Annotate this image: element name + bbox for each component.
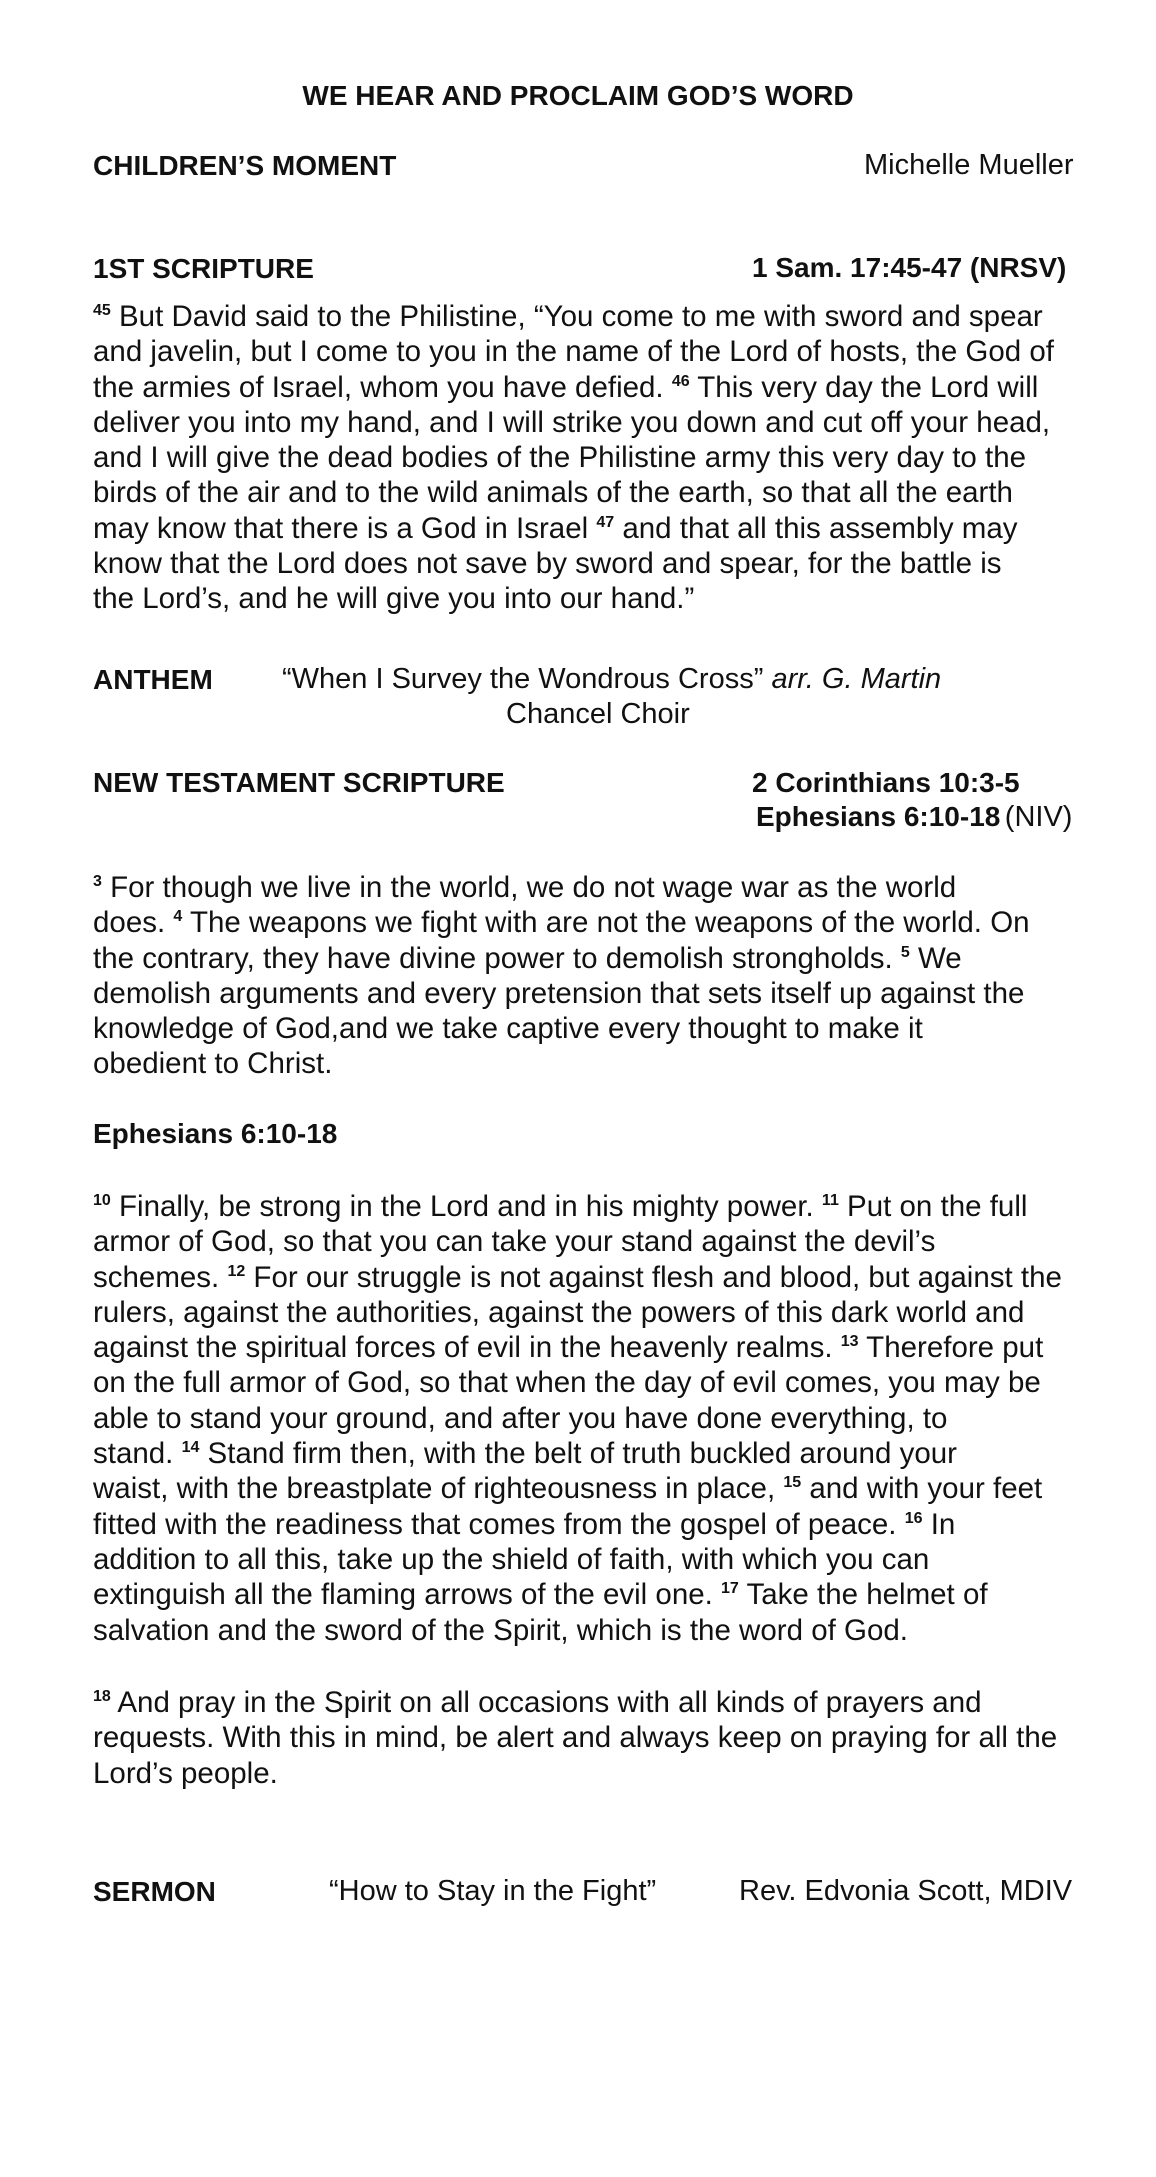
verse-text: extinguish all the flaming arrows of the evil one. bbox=[93, 1578, 722, 1612]
scripture-line bbox=[93, 905, 1103, 940]
verse-text: the armies of Israel, whom you have defied. bbox=[93, 370, 672, 404]
verse-text: and javelin, but I come to you in the name of the Lord of hosts, the God of bbox=[93, 335, 1054, 369]
section-title: WE HEAR AND PROCLAIM GOD’S WORD bbox=[302, 80, 854, 111]
verse-number: 12 bbox=[227, 1262, 246, 1280]
verse-text: requests. With this in mind, be alert and always keep on praying for all the bbox=[93, 1721, 1058, 1755]
scripture-line bbox=[93, 941, 1103, 976]
verse-text: salvation and the sword of the Spirit, which is the word of God. bbox=[93, 1613, 908, 1647]
verse-text: on the full armor of God, so that when the day of evil comes, you may be bbox=[93, 1366, 1041, 1400]
scripture-line bbox=[93, 511, 1103, 546]
scripture-line bbox=[93, 1577, 1103, 1612]
verse-text: Take the helmet of bbox=[738, 1578, 988, 1612]
scripture-line bbox=[93, 546, 1103, 581]
verse-number: 14 bbox=[181, 1439, 200, 1457]
verse-text: and that all this assembly may bbox=[614, 511, 1018, 545]
verse-text: does. bbox=[93, 906, 174, 940]
verse-text: know that the Lord does not save by sword and spear, for the battle is bbox=[93, 547, 1002, 581]
verse-text: Therefore put bbox=[858, 1331, 1044, 1365]
verse-number: 18 bbox=[93, 1688, 111, 1705]
ephesians-text bbox=[93, 1189, 1103, 1648]
scripture-line bbox=[93, 334, 1103, 369]
verse-number: 46 bbox=[671, 372, 690, 390]
verse-text: For though we live in the world, we do not wage war as the world bbox=[101, 871, 957, 904]
nt-scripture-text bbox=[93, 870, 1103, 1082]
verse-text: fitted with the readiness that comes from the gospel of peace. bbox=[93, 1507, 905, 1541]
scripture-line bbox=[93, 1046, 1103, 1081]
verse-number: 45 bbox=[93, 302, 111, 319]
sermon-preacher: Rev. Edvonia Scott, MDIV bbox=[739, 1875, 1073, 1907]
verse-text: the Lord’s, and he will give you into our hand.” bbox=[93, 582, 695, 616]
scripture-line bbox=[93, 440, 1103, 475]
verse-text: For our struggle is not against flesh and blood, but against the bbox=[245, 1260, 1062, 1294]
verse-text: demolish arguments and every pretension that sets itself up against the bbox=[93, 976, 1025, 1010]
anthem-arranger: arr. G. Martin bbox=[771, 663, 942, 695]
verse-number: 15 bbox=[783, 1474, 802, 1492]
nt-scripture-label: NEW TESTAMENT SCRIPTURE bbox=[93, 767, 505, 798]
scripture-line bbox=[93, 1401, 1103, 1436]
verse-number: 11 bbox=[821, 1192, 839, 1209]
verse-number: 5 bbox=[900, 943, 910, 961]
ephesians-heading: Ephesians 6:10-18 bbox=[93, 1118, 338, 1149]
scripture-line bbox=[93, 1471, 1103, 1506]
scripture-line bbox=[93, 1365, 1103, 1400]
nt-reference-line bbox=[756, 801, 1072, 834]
verse-text: able to stand your ground, and after you have done everything, to bbox=[93, 1401, 948, 1435]
scripture-line bbox=[93, 870, 1103, 905]
verse-text: and I will give the dead bodies of the Philistine army this very day to the bbox=[93, 441, 1027, 475]
scripture-line bbox=[93, 299, 1103, 334]
verse-text: birds of the air and to the wild animals of the earth, so that all the earth bbox=[93, 476, 1013, 510]
scripture-line bbox=[93, 1542, 1103, 1577]
verse-text: Stand firm then, with the belt of truth buckled around your bbox=[199, 1437, 957, 1471]
verse-text: addition to all this, take up the shield of faith, with which you can bbox=[93, 1542, 930, 1576]
anthem-performer: Chancel Choir bbox=[506, 698, 690, 730]
sermon-label: SERMON bbox=[93, 1876, 216, 1907]
verse-text: may know that there is a God in Israel bbox=[93, 511, 597, 545]
scripture-line bbox=[93, 581, 1103, 616]
verse-number: 47 bbox=[596, 513, 615, 531]
scripture-line bbox=[93, 1224, 1103, 1259]
verse-number: 3 bbox=[93, 873, 102, 890]
anthem-title: “When I Survey the Wondrous Cross” bbox=[282, 663, 764, 695]
anthem-label: ANTHEM bbox=[93, 664, 213, 695]
scripture-line bbox=[93, 1613, 1103, 1648]
verse-text: We bbox=[909, 941, 962, 975]
verse-text: waist, with the breastplate of righteousness in place, bbox=[93, 1472, 784, 1506]
nt-reference-ephesians: Ephesians 6:10-18 bbox=[756, 801, 1001, 832]
scripture-line bbox=[93, 1507, 1103, 1542]
verse-text: This very day the Lord will bbox=[689, 370, 1039, 404]
scripture-line bbox=[93, 475, 1103, 510]
verse-text: against the spiritual forces of evil in the heavenly realms. bbox=[93, 1331, 841, 1365]
verse-text: Put on the full bbox=[838, 1190, 1028, 1223]
first-scripture-reference: 1 Sam. 17:45-47 (NRSV) bbox=[752, 252, 1067, 283]
scripture-line bbox=[93, 1260, 1103, 1295]
first-scripture-label: 1ST SCRIPTURE bbox=[93, 253, 314, 284]
childrens-moment-label: CHILDREN’S MOMENT bbox=[93, 150, 397, 181]
nt-version: (NIV) bbox=[1004, 801, 1073, 833]
first-scripture-text bbox=[93, 299, 1103, 617]
scripture-line bbox=[93, 1685, 1103, 1720]
verse-number: 13 bbox=[840, 1333, 859, 1351]
scripture-line bbox=[93, 405, 1103, 440]
verse-text: rulers, against the authorities, against the powers of this dark world and bbox=[93, 1295, 1025, 1329]
scripture-line bbox=[93, 1756, 1103, 1791]
anthem-line bbox=[282, 663, 941, 696]
scripture-line bbox=[93, 1436, 1103, 1471]
verse-text: But David said to the Philistine, “You come to me with sword and spear bbox=[110, 300, 1043, 333]
verse-text: armor of God, so that you can take your stand against the devil’s bbox=[93, 1225, 936, 1259]
verse-number: 17 bbox=[721, 1580, 739, 1598]
verse-text: stand. bbox=[93, 1437, 182, 1471]
verse-number: 4 bbox=[173, 908, 183, 926]
verse-text: knowledge of God,and we take captive every thought to make it bbox=[93, 1012, 923, 1046]
nt-reference-corinthians: 2 Corinthians 10:3-5 bbox=[752, 767, 1020, 798]
scripture-line bbox=[93, 976, 1103, 1011]
verse-text: obedient to Christ. bbox=[93, 1047, 333, 1081]
scripture-line bbox=[93, 1330, 1103, 1365]
verse-text: the contrary, they have divine power to demolish strongholds. bbox=[93, 941, 901, 975]
scripture-line bbox=[93, 1011, 1103, 1046]
childrens-moment-leader: Michelle Mueller bbox=[864, 149, 1074, 181]
verse-text: schemes. bbox=[93, 1260, 228, 1294]
ephesians-text-verse-18 bbox=[93, 1685, 1103, 1791]
sermon-title: “How to Stay in the Fight” bbox=[329, 1875, 657, 1907]
verse-text: Lord’s people. bbox=[93, 1756, 278, 1790]
scripture-line bbox=[93, 1189, 1103, 1224]
verse-text: In bbox=[922, 1507, 956, 1541]
verse-text: And pray in the Spirit on all occasions with all kinds of prayers and bbox=[110, 1686, 982, 1719]
scripture-line bbox=[93, 1295, 1103, 1330]
verse-text: Finally, be strong in the Lord and in his mighty power. bbox=[110, 1190, 822, 1223]
scripture-line bbox=[93, 1720, 1103, 1755]
scripture-line bbox=[93, 370, 1103, 405]
verse-text: deliver you into my hand, and I will strike you down and cut off your head, bbox=[93, 405, 1051, 439]
verse-text: The weapons we fight with are not the weapons of the world. On bbox=[182, 906, 1030, 940]
verse-text: and with your feet bbox=[801, 1472, 1043, 1506]
verse-number: 16 bbox=[904, 1509, 923, 1527]
verse-number: 10 bbox=[93, 1192, 111, 1209]
